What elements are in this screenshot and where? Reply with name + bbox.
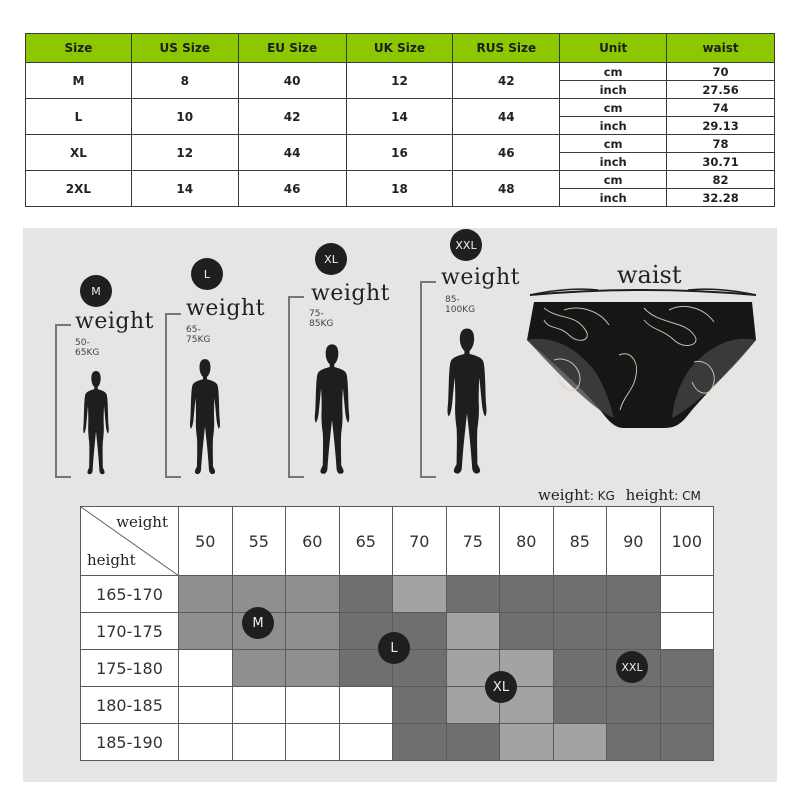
weight-label: weight [186,296,265,321]
weight-col-header: 75 [446,507,500,576]
size-badge-m: M [80,275,112,307]
uk-size-cell: 18 [346,171,453,207]
grid-row [81,687,714,724]
waist-cm-cell: 82 [667,171,775,189]
weight-range: 75-85KG [309,309,334,329]
weight-col-header: 50 [179,507,233,576]
person-silhouette-icon [79,370,113,476]
waist-inch-cell: 30.71 [667,153,775,171]
grid-cell [179,687,233,724]
grid-cell [393,724,447,761]
corner-height-label: height [87,551,136,569]
grid-header-row [81,507,714,576]
unit-inch-cell: inch [560,153,667,171]
height-row-header: 170-175 [81,613,179,650]
grid-cell [339,576,393,613]
person-silhouette-icon [185,358,225,476]
grid-cell [446,613,500,650]
grid-cell [286,576,340,613]
header-uk-size: UK Size [346,34,453,63]
grid-corner [81,507,179,576]
weight-col-header: 65 [339,507,393,576]
uk-size-cell: 12 [346,63,453,99]
uk-size-cell: 14 [346,99,453,135]
waist-inch-cell: 32.28 [667,189,775,207]
bracket-line [165,313,181,478]
swim-brief-image [524,300,759,430]
eu-size-cell: 46 [238,171,346,207]
weight-range: 65-75KG [186,325,211,345]
height-row-header: 185-190 [81,724,179,761]
grid-cell [179,613,233,650]
waist-measure-arc-icon [528,285,758,301]
size-badge-xl: XL [315,243,347,275]
grid-cell [553,687,607,724]
grid-cell [500,724,554,761]
grid-cell [553,650,607,687]
waist-cm-cell: 74 [667,99,775,117]
units-weight-unit: : KG [589,489,615,503]
grid-badge-xxl: XXL [616,651,648,683]
header-rus-size: RUS Size [453,34,560,63]
table-row [26,171,775,189]
bracket-line [420,281,436,478]
uk-size-cell: 16 [346,135,453,171]
unit-cm-cell: cm [560,171,667,189]
grid-cell [607,576,661,613]
grid-cell [607,724,661,761]
weight-label: weight [75,309,154,334]
grid-cell [286,650,340,687]
table-row [26,135,775,153]
grid-badge-l: L [378,632,410,664]
grid-cell [660,613,714,650]
table-row [26,99,775,117]
height-row-header: 180-185 [81,687,179,724]
weight-col-header: 100 [660,507,714,576]
unit-inch-cell: inch [560,117,667,135]
grid-cell [232,650,286,687]
grid-cell [339,687,393,724]
waist-inch-cell: 29.13 [667,117,775,135]
units-note [538,486,701,504]
size-cell: XL [26,135,132,171]
waist-cm-cell: 78 [667,135,775,153]
header-unit: Unit [560,34,667,63]
weight-col-header: 90 [607,507,661,576]
eu-size-cell: 44 [238,135,346,171]
header-us-size: US Size [131,34,238,63]
size-cell: 2XL [26,171,132,207]
corner-weight-label: weight [116,513,168,531]
header-size: Size [26,34,132,63]
grid-cell [660,687,714,724]
size-cell: L [26,99,132,135]
grid-cell [553,724,607,761]
grid-cell [607,613,661,650]
grid-cell [393,687,447,724]
grid-cell [286,724,340,761]
grid-cell [446,576,500,613]
grid-cell [286,613,340,650]
grid-cell [553,613,607,650]
grid-badge-xl: XL [485,671,517,703]
weight-range: 50-65KG [75,338,100,358]
grid-cell [660,650,714,687]
rus-size-cell: 44 [453,99,560,135]
grid-cell [339,724,393,761]
weight-col-header: 80 [500,507,554,576]
unit-cm-cell: cm [560,63,667,81]
grid-cell [179,724,233,761]
us-size-cell: 14 [131,171,238,207]
grid-row [81,576,714,613]
grid-cell [660,576,714,613]
units-weight-label: weight [538,486,590,504]
us-size-cell: 10 [131,99,238,135]
height-row-header: 175-180 [81,650,179,687]
grid-cell [393,576,447,613]
weight-label: weight [441,265,520,290]
eu-size-cell: 40 [238,63,346,99]
grid-cell [232,724,286,761]
us-size-cell: 12 [131,135,238,171]
weight-col-header: 60 [286,507,340,576]
grid-row [81,724,714,761]
grid-cell [500,576,554,613]
grid-cell [607,687,661,724]
size-cell: M [26,63,132,99]
units-height-unit: : CM [674,489,701,503]
us-size-cell: 8 [131,63,238,99]
height-row-header: 165-170 [81,576,179,613]
units-height-label: height [625,486,675,504]
person-silhouette-icon [441,327,493,476]
grid-cell [286,687,340,724]
grid-cell [446,724,500,761]
eu-size-cell: 42 [238,99,346,135]
header-waist: waist [667,34,775,63]
rus-size-cell: 42 [453,63,560,99]
size-badge-xxl: XXL [450,229,482,261]
header-eu-size: EU Size [238,34,346,63]
grid-cell [179,650,233,687]
rus-size-cell: 46 [453,135,560,171]
weight-col-header: 85 [553,507,607,576]
bracket-line [55,324,71,478]
grid-cell [179,576,233,613]
unit-cm-cell: cm [560,99,667,117]
unit-inch-cell: inch [560,81,667,99]
grid-cell [660,724,714,761]
unit-inch-cell: inch [560,189,667,207]
waist-cm-cell: 70 [667,63,775,81]
weight-label: weight [311,281,390,306]
waist-label: waist [617,261,682,289]
rus-size-cell: 48 [453,171,560,207]
grid-cell [232,687,286,724]
size-table-header-row [26,34,775,63]
waist-inch-cell: 27.56 [667,81,775,99]
grid-cell [553,576,607,613]
size-table [25,33,775,207]
grid-cell [500,613,554,650]
weight-range: 85-100KG [445,295,476,315]
size-badge-l: L [191,258,223,290]
unit-cm-cell: cm [560,135,667,153]
weight-col-header: 70 [393,507,447,576]
person-silhouette-icon [309,343,355,476]
weight-col-header: 55 [232,507,286,576]
grid-badge-m: M [242,607,274,639]
table-row [26,63,775,81]
bracket-line [288,296,304,478]
